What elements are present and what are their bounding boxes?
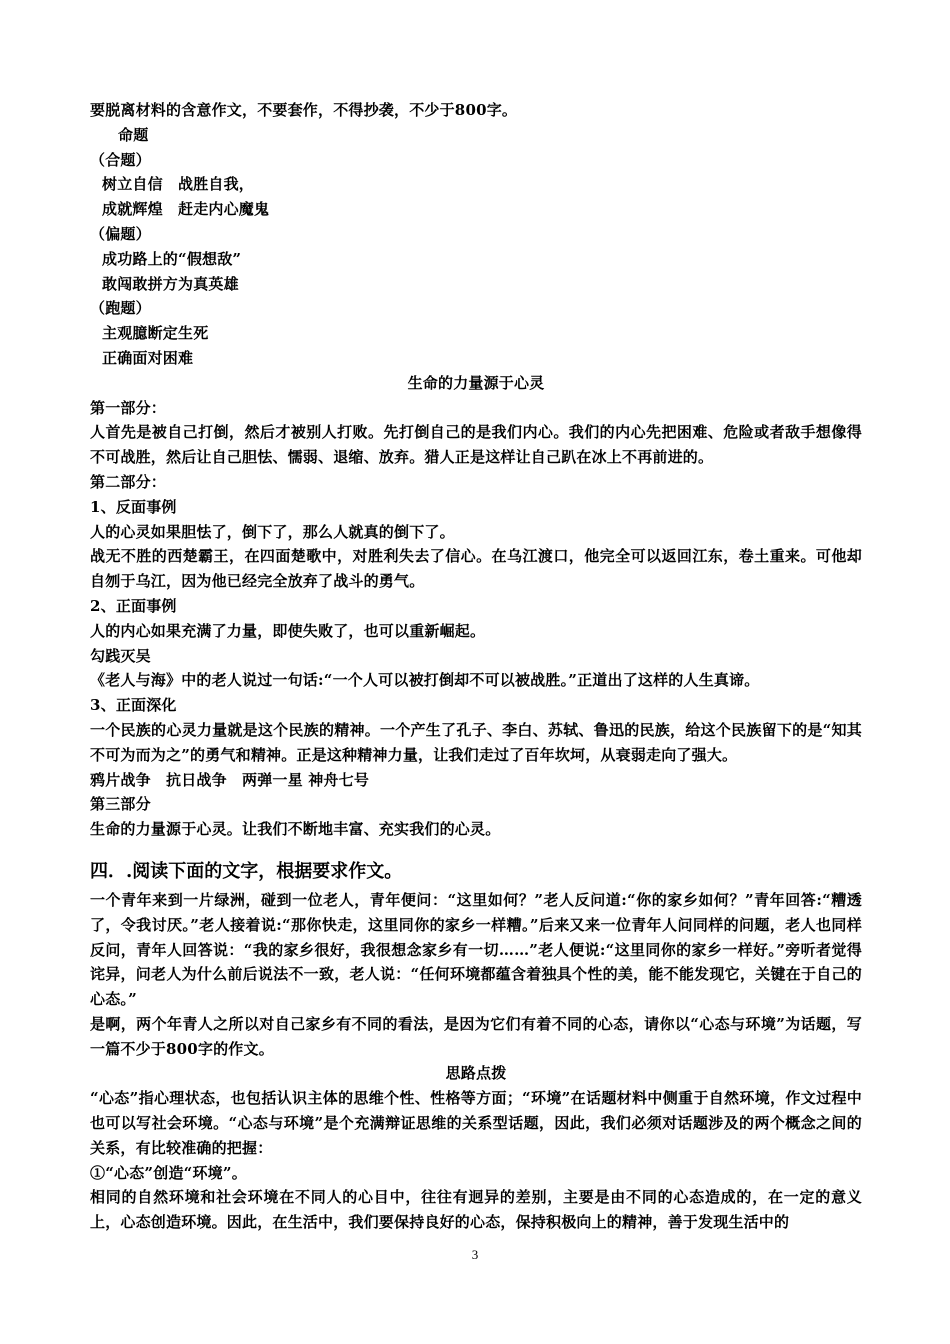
paoti-title-1: 主观臆断定生死 — [102, 324, 209, 343]
pianti-title-1: 成功路上的“假想敌” — [102, 249, 242, 268]
intro-line: 要脱离材料的含意作文，不要套作，不得抄袭，不少于800字。 — [90, 101, 518, 119]
guide-title: 思路点拨 — [445, 1064, 507, 1083]
prompt-paragraph: 是啊，两个年青人之所以对自己家乡有不同的看法，是因为它们有着不同的心态，请你以“心态与环境”为话题，写一篇不少于800字的作文。 — [90, 1014, 862, 1058]
story-paragraph: 一个青年来到一片绿洲，碰到一位老人，青年便问：“这里如何？”老人反问道:“你的家乡如何？”青年回答:“糟透了，令我讨厌。”老人接着说:“那你快走，这里同你的家乡一样糟。”后来又来一位青年人问同样的问题，老人也同样反问，青年人回答说：“我的家乡很好，我很想念家乡有一切……”老人便说:“这里同你的家乡一样好。”旁听者觉得诧异，问老人为什么前后说法不一致，老人说：“任何环境都蕴含着独具个性的美，能不能发现它，关键在于自己的心态。” — [90, 890, 862, 1009]
point1-heading: ①“心态”创造“环境”。 — [90, 1163, 247, 1182]
part1-paragraph: 人首先是被自己打倒，然后才被别人打败。先打倒自己的是我们内心。我们的内心先把困难、危险或者敌手想像得不可战胜，然后让自己胆怯、懦弱、退缩、放弃。猎人正是这样让自己趴在冰上不再前进的。 — [90, 423, 862, 467]
heti-title-1: 树立自信 战胜自我， — [102, 175, 255, 194]
negative-example-paragraph: 战无不胜的西楚霸王，在四面楚歌中，对胜利失去了信心。在乌江渡口，他完全可以返回江东，卷土重来。可他却自刎于乌江，因为他已经完全放弃了战斗的勇气。 — [90, 547, 862, 591]
positive-example-line: 人的内心如果充满了力量，即使失败了，也可以重新崛起。 — [90, 621, 486, 640]
negative-example-line: 人的心灵如果胆怯了，倒下了，那么人就真的倒下了。 — [90, 522, 455, 541]
page-content — [90, 98, 862, 1235]
deepening-paragraph: 一个民族的心灵力量就是这个民族的精神。一个产生了孔子、李白、苏轼、鲁迅的民族，给这个民族留下的是“知其不可为而为之”的勇气和精神。正是这种精神力量，让我们走过了百年坎坷，从衰弱走向了强大。 — [90, 720, 862, 764]
part1-label: 第一部分： — [90, 398, 167, 417]
heti-title-2: 成就辉煌 赶走内心魔鬼 — [102, 200, 270, 219]
old-man-sea-line: 《老人与海》中的老人说过一句话:“一个人可以被打倒却不可以被战胜。”正道出了这样的人生真谛。 — [90, 671, 760, 690]
pianti-label: （偏题） — [90, 224, 151, 243]
point1-paragraph: 相同的自然环境和社会环境在不同人的心目中，往往有迥异的差别，主要是由不同的心态造成的，在一定的意义上，心态创造环境。因此，在生活中，我们要保持良好的心态，保持积极向上的精神，善于发现生活中的 — [90, 1188, 862, 1232]
part2-label: 第二部分： — [90, 472, 167, 491]
section4-heading: 四．.阅读下面的文字，根据要求作文。 — [90, 860, 403, 882]
deepening-label: 3、正面深化 — [90, 696, 177, 715]
deepening-examples: 鸦片战争 抗日战争 两弹一星 神舟七号 — [90, 770, 370, 789]
pianti-title-2: 敢闯敢拼方为真英雄 — [102, 274, 239, 293]
mingti-heading: 命题 — [118, 125, 149, 144]
paoti-title-2: 正确面对困难 — [102, 348, 194, 367]
goujian-line: 勾践灭吴 — [90, 646, 151, 665]
paoti-label: （跑题） — [90, 299, 151, 318]
part3-label: 第三部分 — [90, 795, 151, 814]
heti-label: （合题） — [90, 150, 151, 169]
section-gap — [90, 842, 862, 858]
positive-example-label: 2、正面事例 — [90, 596, 177, 615]
page-number: 3 — [471, 1247, 479, 1262]
guide-paragraph: “心态”指心理状态，也包括认识主体的思维个性、性格等方面；“环境”在话题材料中侧重于自然环境，作文过程中也可以写社会环境。“心态与环境”是个充满辩证思维的关系型话题，因此，我们必须对话题涉及的两个概念之间的关系，有比较准确的把握： — [90, 1089, 862, 1157]
negative-example-label: 1、反面事例 — [90, 497, 177, 516]
part3-line: 生命的力量源于心灵。让我们不断地丰富、充实我们的心灵。 — [90, 820, 501, 839]
essay-title: 生命的力量源于心灵 — [407, 373, 545, 392]
